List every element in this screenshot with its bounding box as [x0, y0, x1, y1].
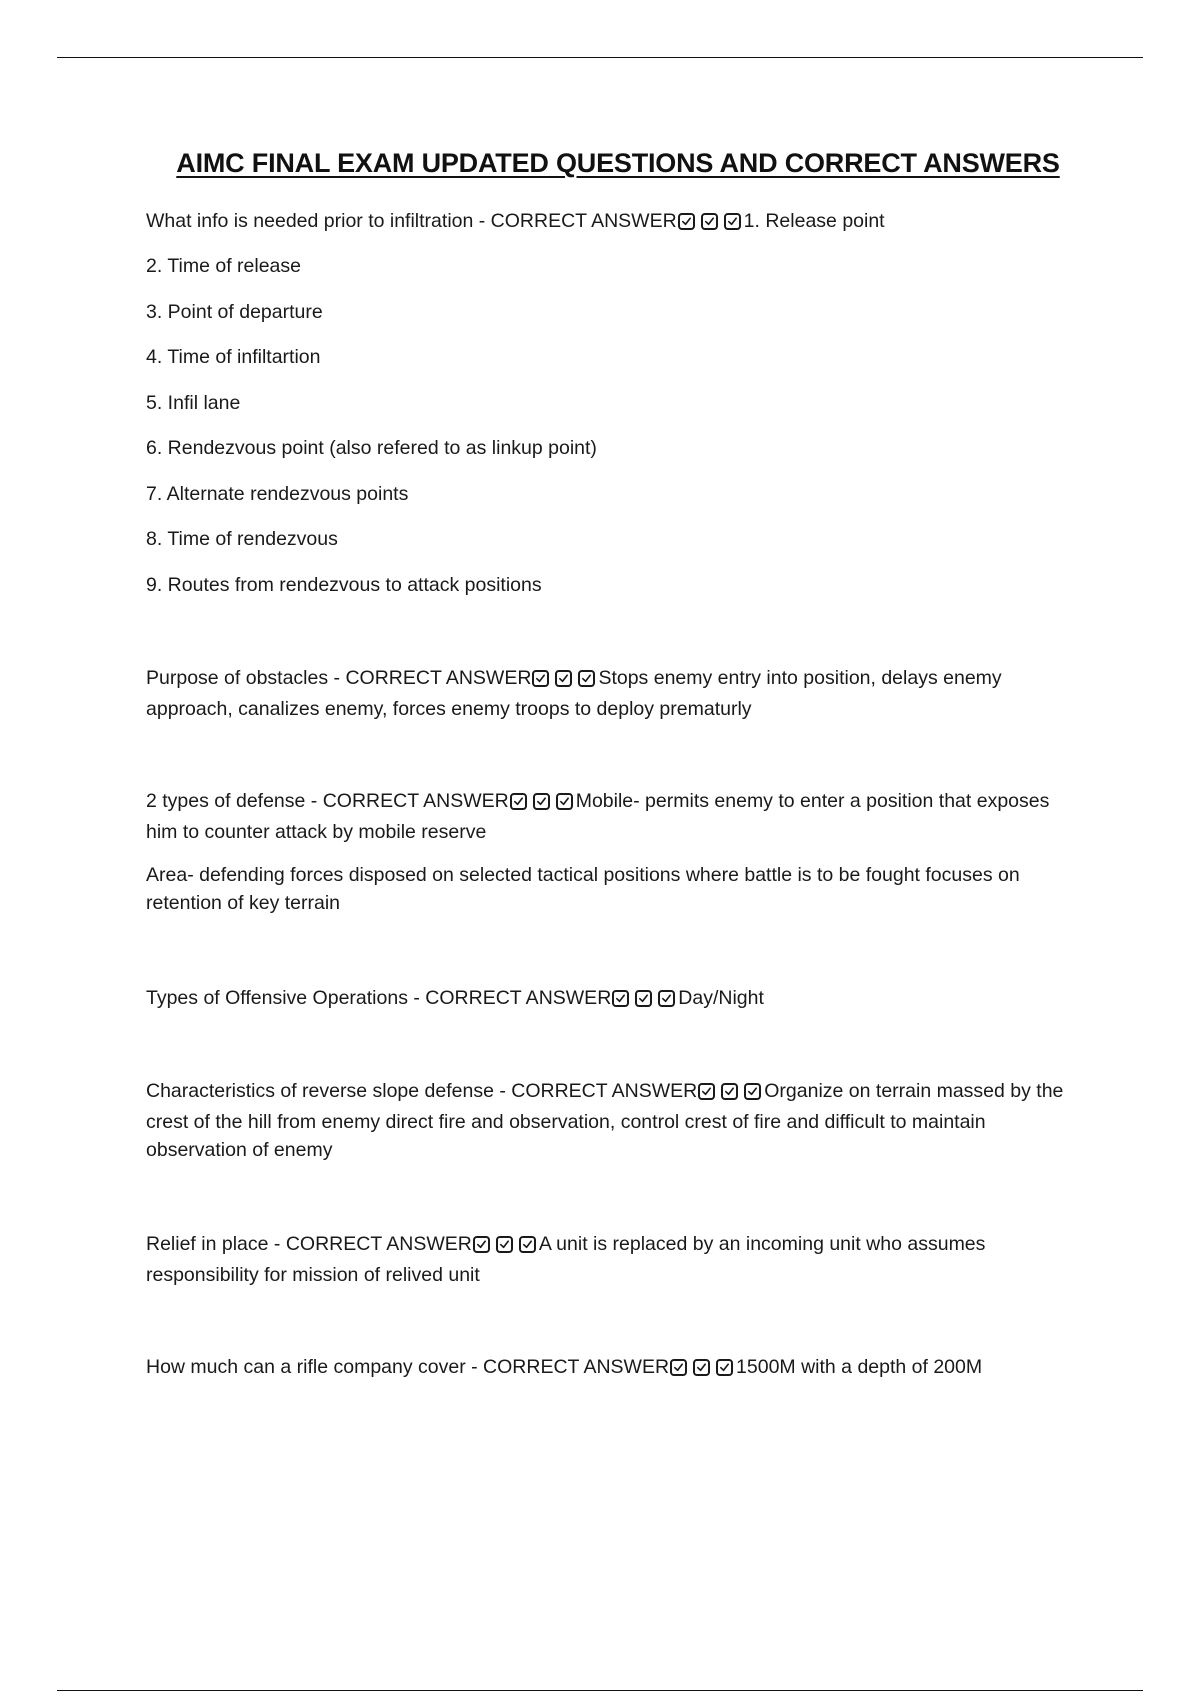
checkbox-check-icon	[532, 670, 549, 687]
check-marks	[532, 667, 597, 695]
checkbox-check-icon	[721, 1083, 738, 1100]
qa-2-answer: Stops enemy entry into position, delays enemy approach, canalizes enemy, forces enemy troops to deploy prematurly	[146, 667, 1002, 720]
checkbox-check-icon	[612, 990, 629, 1007]
qa-4-marker: CORRECT ANSWER	[425, 987, 612, 1009]
qa-5-answer: Organize on terrain massed by the crest of the hill from enemy direct fire and observation, control crest of fire and difficult to maintain observation of enemy	[146, 1080, 1064, 1161]
qa-7-question: How much can a rifle company cover -	[146, 1356, 484, 1378]
qa-1-item: 7. Alternate rendezvous points	[146, 483, 409, 505]
qa-1-item: 8. Time of rendezvous	[146, 528, 338, 550]
qa-1-question-line	[146, 207, 1086, 238]
check-marks	[473, 1233, 538, 1261]
qa-6-question: Relief in place -	[146, 1233, 286, 1255]
checkbox-check-icon	[716, 1359, 733, 1376]
qa-1-item: 6. Rendezvous point (also refered to as linkup point)	[146, 437, 597, 459]
checkbox-check-icon	[693, 1359, 710, 1376]
qa-1-marker: CORRECT ANSWER	[490, 210, 677, 232]
qa-1-item: 9. Routes from rendezvous to attack positions	[146, 574, 542, 596]
qa-1-item: 5. Infil lane	[146, 392, 241, 414]
checkbox-check-icon	[724, 213, 741, 230]
checkbox-check-icon	[555, 670, 572, 687]
qa-1-item: 4. Time of infiltartion	[146, 346, 321, 368]
checkbox-check-icon	[510, 793, 527, 810]
checkbox-check-icon	[658, 990, 675, 1007]
document-title: AIMC FINAL EXAM UPDATED QUESTIONS AND CORRECT ANSWERS	[176, 148, 1060, 178]
qa-6	[146, 1230, 1086, 1289]
checkbox-check-icon	[578, 670, 595, 687]
qa-1-answer: 1. Release point	[743, 210, 885, 232]
checkbox-check-icon	[744, 1083, 761, 1100]
qa-6-answer: A unit is replaced by an incoming unit who assumes responsibility for mission of relived unit	[146, 1233, 986, 1286]
qa-2-marker: CORRECT ANSWER	[345, 667, 532, 689]
check-marks	[612, 987, 677, 1015]
checkbox-check-icon	[496, 1236, 513, 1253]
qa-3-answer: Mobile- permits enemy to enter a position that exposes him to counter attack by mobile reserve	[146, 790, 1050, 843]
qa-5-marker: CORRECT ANSWER	[511, 1080, 698, 1102]
checkbox-check-icon	[473, 1236, 490, 1253]
qa-5	[146, 1077, 1086, 1164]
qa-1-item: 3. Point of departure	[146, 301, 323, 323]
checkbox-check-icon	[670, 1359, 687, 1376]
check-marks	[698, 1080, 763, 1108]
check-marks	[670, 1356, 735, 1384]
qa-3-question: 2 types of defense -	[146, 790, 323, 812]
checkbox-check-icon	[556, 793, 573, 810]
qa-1-question: What info is needed prior to infiltration -	[146, 210, 491, 232]
qa-2-question: Purpose of obstacles -	[146, 667, 346, 689]
check-marks	[510, 790, 575, 818]
checkbox-check-icon	[533, 793, 550, 810]
header-rule	[57, 57, 1143, 58]
qa-7-marker: CORRECT ANSWER	[483, 1356, 670, 1378]
checkbox-check-icon	[698, 1083, 715, 1100]
footer-rule	[57, 1690, 1143, 1691]
qa-7-answer: 1500M with a depth of 200M	[736, 1356, 983, 1378]
check-marks	[678, 210, 743, 238]
qa-3	[146, 787, 1086, 846]
checkbox-check-icon	[701, 213, 718, 230]
qa-4	[146, 984, 1086, 1015]
qa-3-marker: CORRECT ANSWER	[322, 790, 509, 812]
qa-5-question: Characteristics of reverse slope defense -	[146, 1080, 512, 1102]
checkbox-check-icon	[678, 213, 695, 230]
qa-4-answer: Day/Night	[678, 987, 764, 1009]
qa-6-marker: CORRECT ANSWER	[285, 1233, 472, 1255]
qa-3-extra: Area- defending forces disposed on selected tactical positions where battle is to be fought focuses on retention of key terrain	[146, 864, 1020, 914]
checkbox-check-icon	[519, 1236, 536, 1253]
qa-1-item: 2. Time of release	[146, 255, 301, 277]
checkbox-check-icon	[635, 990, 652, 1007]
qa-7	[146, 1353, 1086, 1384]
qa-4-question: Types of Offensive Operations -	[146, 987, 426, 1009]
qa-2	[146, 664, 1086, 723]
